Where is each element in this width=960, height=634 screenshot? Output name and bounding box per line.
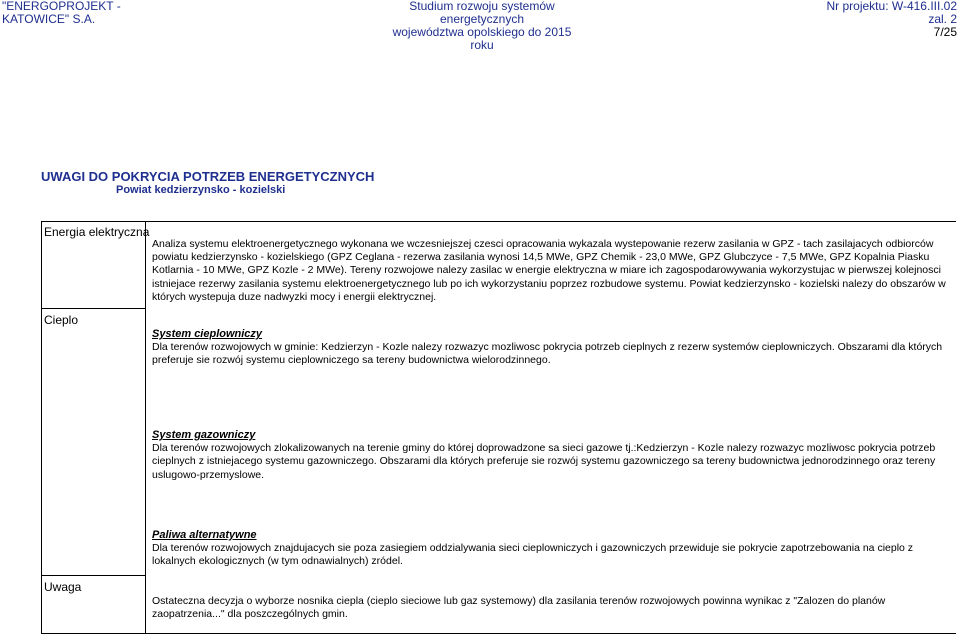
district-heating-block bbox=[152, 328, 952, 368]
gas-system-heading: System gazowniczy bbox=[152, 429, 256, 441]
project-number: Nr projektu: W-416.III.02 bbox=[826, 0, 957, 13]
company-name bbox=[2, 0, 121, 26]
district-heating-heading: System cieplowniczy bbox=[152, 328, 263, 340]
company-line-1: "ENERGOPROJEKT - bbox=[2, 0, 121, 13]
label-electric: Energia elektryczna bbox=[44, 225, 150, 239]
column-divider bbox=[145, 221, 146, 634]
row-divider-note bbox=[41, 575, 146, 576]
study-title bbox=[382, 0, 582, 52]
company-line-2: KATOWICE" S.A. bbox=[2, 12, 96, 26]
project-info bbox=[827, 0, 958, 39]
electric-text: Analiza systemu elektroenergetycznego wykonana we wczesniejszej czesci opracowania wykazala wystepowanie rezerw zasilania w GPZ - tach zasilajacych odbiorców powiatu kedzierzynsko - kozielskiego (GPZ Ceglana - rezerwa zasilania wynosi 14,5 MWe, GPZ Chemik - 23,0 MWe, GPZ Glubczyce - 7,5 MWe, GPZ Kopalnia Piasku Kotlarnia - 10 MWe, GPZ Kozle - 2 MWe). Tereny rozwojowe nalezy zasilac w energie elektryczna w miare ich zagospodarowywania wykorzystujac w pierwszej kolejnosci istniejace rezerwy zasilania systemu elektroenergetycznego lub po ich wykorzystaniu poprzez rozbudowe systemu. Powiat kedzierzynsko - kozielski nalezy do obszarów w których wystepuja duze nadwyzki mocy i energii elektrycznej. bbox=[152, 238, 946, 303]
alternative-fuels-block bbox=[152, 529, 952, 569]
alternative-fuels-heading: Paliwa alternatywne bbox=[152, 529, 257, 541]
page-title: UWAGI DO POKRYCIA POTRZEB ENERGETYCZNYCH bbox=[41, 169, 375, 184]
label-note: Uwaga bbox=[44, 580, 82, 594]
gas-system-block bbox=[152, 429, 952, 482]
page-number: 7/25 bbox=[933, 25, 957, 39]
note-text: Ostateczna decyzja o wyborze nosnika ciepla (cieplo sieciowe lub gaz systemowy) dla zasilania terenów rozwojowych powinna wynikac z "Zalozen do planów zaopatrzenia..." dla poszczególnych gmin. bbox=[152, 595, 886, 621]
alternative-fuels-text: Dla terenów rozwojowych znajdujacych sie poza zasiegiem oddzialywania sieci cieplowniczych i gazowniczych przewiduje sie pokrycie zapotrzebowania na cieplo z lokalnych ekologicznych (w tym odnawialnych) zródel. bbox=[152, 542, 914, 568]
study-line-2: województwa opolskiego do 2015 roku bbox=[392, 25, 572, 52]
page-subtitle: Powiat kedzierzynsko - kozielski bbox=[116, 184, 286, 196]
district-heating-text: Dla terenów rozwojowych w gminie: Kedzierzyn - Kozle nalezy rozwazyc mozliwosc pokrycia potrzeb cieplnych z rezerw systemów cieplowniczych. Obszarami dla których preferuje sie rozwój systemu cieplowniczego sa tereny budownictwa wielorodzinnego. bbox=[152, 341, 943, 367]
label-heat: Cieplo bbox=[44, 313, 79, 327]
study-line-1: Studium rozwoju systemów energetycznych bbox=[409, 0, 555, 26]
attachment-number: zal. 2 bbox=[928, 12, 957, 26]
row-divider-heat bbox=[41, 308, 146, 309]
gas-system-text: Dla terenów rozwojowych zlokalizowanych na terenie gminy do której doprowadzone sa sieci gazowe tj.:Kedzierzyn - Kozle nalezy rozwazyc mozliwosc pokrycia potrzeb cieplnych z istniejacego systemu gazowniczego. Obszarami dla których preferuje sie rozwój systemu gazowniczego sa tereny budownictwa jednorodzinnego oraz tereny uslugowo-przemyslowe. bbox=[152, 442, 936, 481]
